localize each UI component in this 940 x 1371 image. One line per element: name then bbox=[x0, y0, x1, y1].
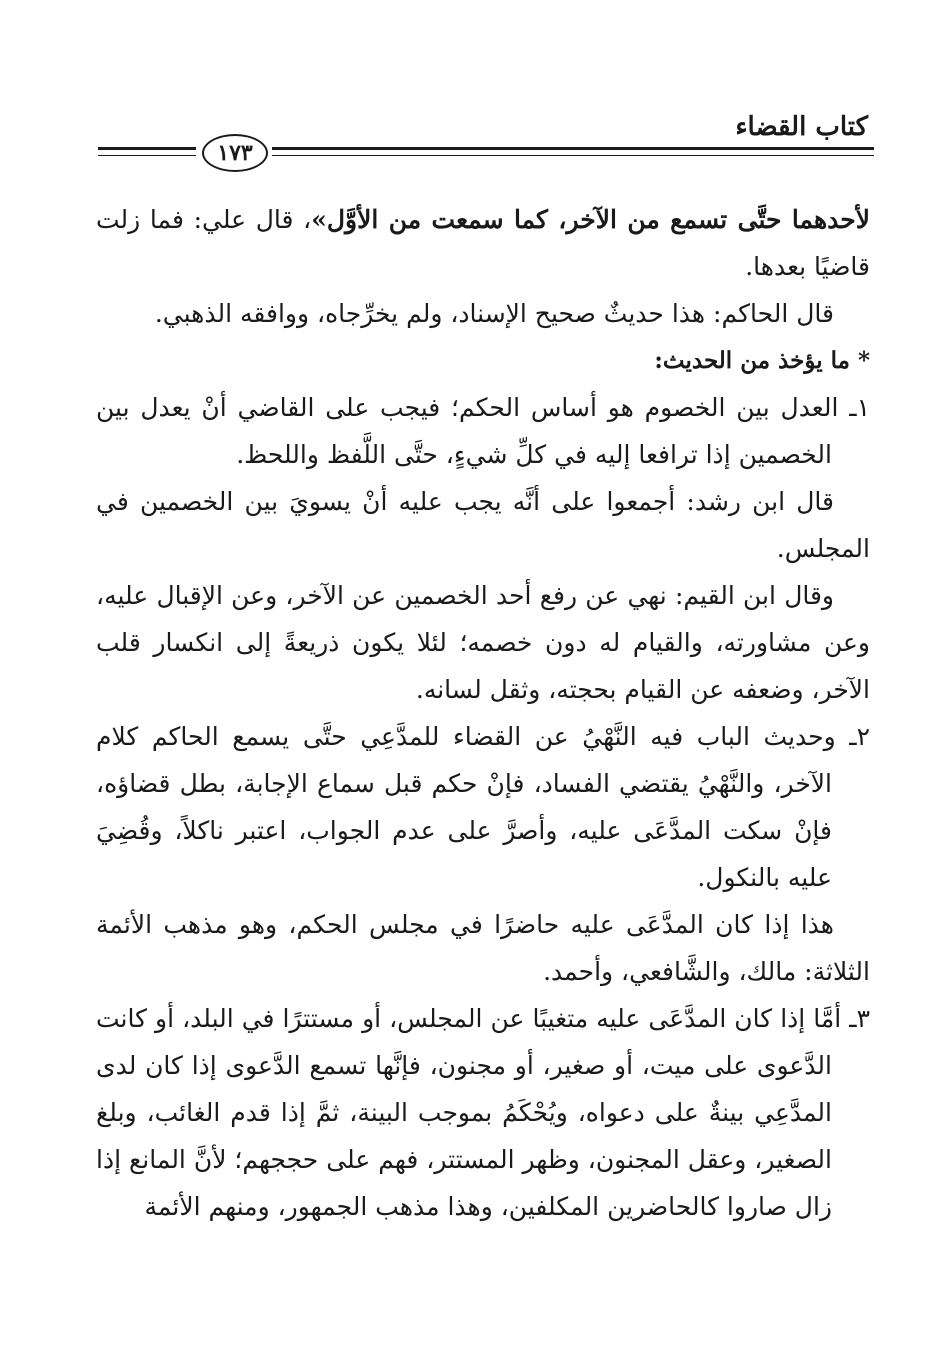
page-number: ١٧٣ bbox=[202, 134, 268, 172]
numbered-item: ٢ـ وحديث الباب فيه النَّهْيُ عن القضاء للمدَّعِي حتَّى يسمع الحاكم كلام الآخر، والنَّهْيُ يقتضي الفساد، فإنْ حكم قبل سماع الإجابة، بطل قضاؤه، فإنْ سكت المدَّعَى عليه، وأصرَّ على عدم الجواب، اعتبر ناكلاً، وقُضِيَ عليه بالنكول. bbox=[96, 722, 870, 892]
running-title: كتاب القضاء bbox=[735, 112, 868, 142]
rule-line bbox=[272, 147, 874, 150]
hadith-quote: لأحدهما حتَّى تسمع من الآخر، كما سمعت من الأوَّل» bbox=[311, 205, 870, 234]
rule-line bbox=[272, 155, 874, 156]
rule-line bbox=[98, 147, 196, 150]
paragraph: هذا إذا كان المدَّعَى عليه حاضرًا في مجلس الحكم، وهو مذهب الأئمة الثلاثة: مالك، والشَّافعي، وأحمد. bbox=[96, 910, 870, 986]
paragraph: قال ابن رشد: أجمعوا على أنَّه يجب عليه أنْ يسويَ بين الخصمين في المجلس. bbox=[96, 487, 870, 563]
header-rule bbox=[98, 134, 874, 174]
section-heading: * ما يؤخذ من الحديث: bbox=[654, 347, 870, 374]
paragraph: وقال ابن القيم: نهي عن رفع أحد الخصمين عن الآخر، وعن الإقبال عليه، وعن مشاورته، والقيام له دون خصمه؛ لئلا يكون ذريعةً إلى انكسار قلب الآخر، وضعفه عن القيام بحجته، وثقل لسانه. bbox=[96, 581, 870, 704]
paragraph bbox=[96, 196, 870, 290]
narration-end: ، قال علي: فما زلت قاضيًا بعدها. bbox=[96, 205, 870, 281]
rule-line bbox=[98, 155, 196, 156]
body-text bbox=[96, 196, 870, 1230]
paragraph: قال الحاكم: هذا حديثٌ صحيح الإسناد، ولم يخرِّجاه، ووافقه الذهبي. bbox=[154, 299, 834, 328]
numbered-item: ٣ـ أمَّا إذا كان المدَّعَى عليه متغيبًا عن المجلس، أو مستترًا في البلد، أو كانت الدَّعوى على ميت، أو صغير، أو مجنون، فإنَّها تسمع الدَّعوى إذا كان لدى المدَّعِي بينةٌ على دعواه، ويُحْكَمُ بموجب البينة، ثمَّ إذا قدم الغائب، وبلغ الصغير، وعقل المجنون، وظهر المستتر، فهم على حججهم؛ لأنَّ المانع إذا زال صاروا كالحاضرين المكلفين، وهذا مذهب الجمهور، ومنهم الأئمة bbox=[96, 1004, 870, 1221]
numbered-item: ١ـ العدل بين الخصوم هو أساس الحكم؛ فيجب على القاضي أنْ يعدل بين الخصمين إذا ترافعا إليه في كلِّ شيءٍ، حتَّى اللَّفظ واللحظ. bbox=[96, 393, 870, 469]
